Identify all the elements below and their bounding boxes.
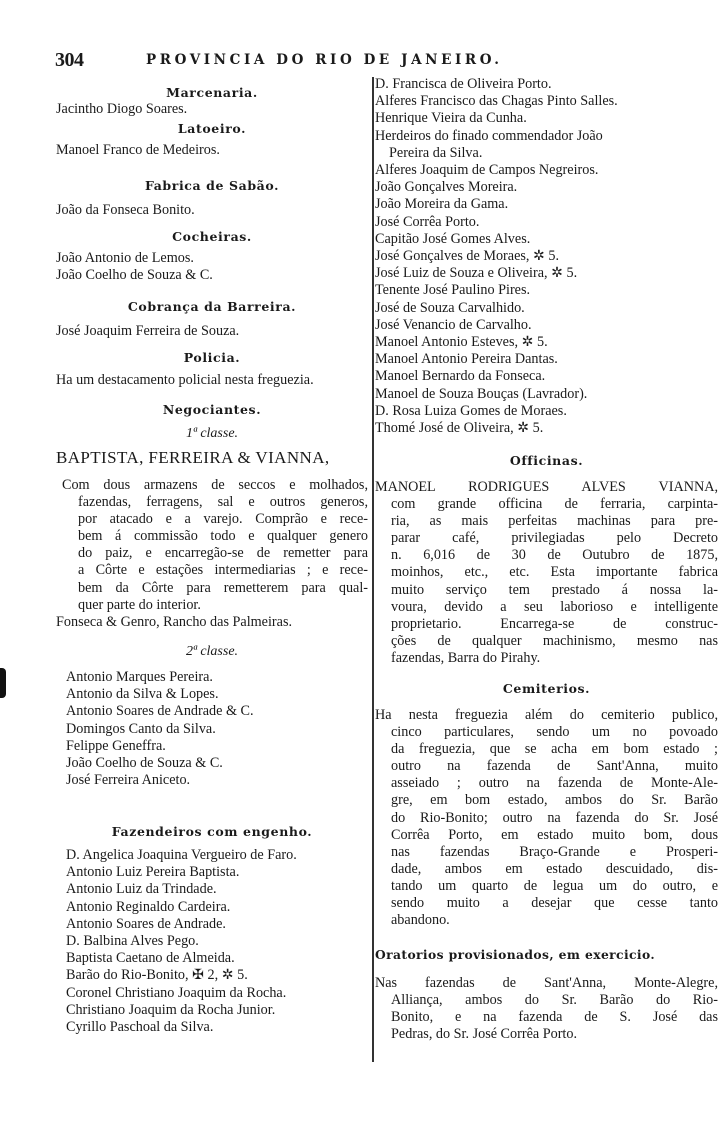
- featured-firm-description: [56, 477, 368, 614]
- list-item: D. Balbina Alves Pego.: [66, 933, 199, 950]
- section-latoeiro: [56, 120, 368, 159]
- list-item: Antonio Luiz Pereira Baptista.: [66, 864, 240, 881]
- list-item: Manoel de Souza Bouças (Lavrador).: [375, 385, 588, 402]
- text-line: proprietario. Encarrega-se de construc-: [391, 615, 718, 632]
- running-title: PROVINCIA DO RIO DE JANEIRO.: [146, 52, 503, 68]
- list-item-continuation: Pereira da Silva.: [389, 144, 483, 161]
- text-line: quer parte do interior.: [78, 596, 201, 613]
- section-heading: Marcenaria.: [166, 85, 258, 100]
- section-heading: Cemiterios.: [502, 681, 591, 696]
- list-item: João Moreira da Gama.: [375, 196, 509, 213]
- text-line: parar café, privilegiadas pelo Decreto: [391, 530, 718, 547]
- text-line: ções de qualquer machinismo, mesmo nas: [391, 632, 718, 649]
- list-item: Barão do Rio-Bonito, ✠ 2, ✲ 5.: [66, 967, 248, 984]
- list-item: Capitão José Gomes Alves.: [375, 230, 531, 247]
- fazendeiros-list: [56, 847, 368, 1036]
- list-item: Alferes Joaquim de Campos Negreiros.: [375, 162, 599, 179]
- list-item: José Joaquim Ferreira de Souza.: [56, 323, 240, 339]
- section-heading: Negociantes.: [162, 402, 262, 417]
- list-item: Antonio Reginaldo Cardeira.: [66, 898, 231, 915]
- section-fabrica-sabao: [56, 177, 368, 219]
- text-line: Nas fazendas de Sant'Anna, Monte-Alegre,: [375, 975, 718, 991]
- list-item: José Ferreira Aniceto.: [66, 772, 191, 789]
- list-item: Cyrillo Paschoal da Silva.: [66, 1019, 214, 1036]
- text-line: Bonito, e na fazenda de S. José das: [391, 1009, 718, 1026]
- list-item: Manoel Antonio Pereira Dantas.: [375, 351, 558, 368]
- officinas-text: [375, 479, 718, 667]
- list-item: Antonio Soares de Andrade & C.: [66, 703, 254, 720]
- list-item: Herdeiros do finado commendador João: [375, 127, 603, 144]
- list-item: Antonio Luiz da Trindade.: [66, 881, 217, 898]
- class-label: 1ª classe.: [185, 426, 239, 441]
- class2-list: [56, 669, 368, 789]
- text-line: ria, as mais perfeitas machinas para pre-: [391, 513, 718, 530]
- section-heading: Policia.: [183, 350, 241, 365]
- list-item: Coronel Christiano Joaquim da Rocha.: [66, 984, 287, 1001]
- text-line: dade, ambos em estado descuidado, dis-: [391, 860, 718, 877]
- section-marcenaria: [56, 84, 368, 118]
- section-fazendeiros: [56, 823, 368, 1036]
- list-item: Antonio da Silva & Lopes.: [66, 686, 219, 703]
- scan-edge-mark: [0, 668, 6, 698]
- featured-firm-name: BAPTISTA, FERREIRA & VIANNA,: [56, 448, 330, 467]
- text-line: fazendas, Barra do Pirahy.: [391, 649, 541, 666]
- section-heading: Fabrica de Sabão.: [144, 178, 280, 193]
- list-item: João da Fonseca Bonito.: [56, 202, 195, 218]
- list-item: Antonio Marques Pereira.: [66, 668, 213, 685]
- text-line: bem da Côrte para remetterem para qual-: [78, 579, 368, 596]
- list-item: João Gonçalves Moreira.: [375, 179, 518, 196]
- section-negociantes: [56, 401, 368, 789]
- text-line: abandono.: [391, 912, 450, 929]
- text-line: muito serviço tem prestado á nossa la-: [391, 581, 718, 598]
- text-line: fazendas, ferragens, sal e outros generos,: [78, 494, 368, 511]
- list-item: D. Angelica Joaquina Vergueiro de Faro.: [66, 847, 297, 863]
- list-item: Tenente José Paulino Pires.: [375, 282, 531, 299]
- text-line: moinhos, etc., etc. Esta importante fabrica: [391, 564, 718, 581]
- section-policia: [56, 349, 368, 389]
- list-item: D. Rosa Luiza Gomes de Moraes.: [375, 402, 567, 419]
- text-line: nas fazendas Braço-Grande e Prosperi-: [391, 843, 718, 860]
- list-item: Alferes Francisco das Chagas Pinto Salles.: [375, 93, 618, 110]
- section-officinas: [375, 452, 718, 667]
- text-line: bem á commissão todo e qualquer genero: [78, 528, 368, 545]
- section-heading: Cobrança da Barreira.: [127, 299, 297, 314]
- section-heading: Officinas.: [509, 453, 584, 468]
- text-line: a Côrte e estações intermediarias ; e rece-: [78, 562, 368, 579]
- section-heading: Latoeiro.: [177, 121, 247, 136]
- text-line: n. 6,016 de 30 de Outubro de 1875,: [391, 547, 718, 564]
- oratorios-text: [375, 975, 718, 1043]
- list-item: D. Francisca de Oliveira Porto.: [375, 76, 552, 92]
- text-line: sendo muito a desejar que cesse tanto: [391, 895, 718, 912]
- text-line: Corrêa Porto, em estado muito bom, dous: [391, 826, 718, 843]
- list-item: Baptista Caetano de Almeida.: [66, 950, 235, 967]
- fazendeiros-continued-list: [375, 76, 718, 437]
- column-divider: [372, 77, 374, 1062]
- text-line: Ha nesta freguezia além do cemiterio publico,: [375, 707, 718, 723]
- section-cocheiras: [56, 228, 368, 284]
- text-line: da freguezia, que se acha em bom estado ;: [391, 741, 718, 758]
- list-item: José Corrêa Porto.: [375, 213, 480, 230]
- section-cobranca: [56, 298, 368, 340]
- text-line: Com dous armazens de seccos e molhados,: [62, 477, 368, 493]
- list-item: Domingos Canto da Silva.: [66, 720, 216, 737]
- list-item: João Coelho de Souza & C.: [56, 267, 213, 284]
- text-line: Alliança, ambos do Sr. Barão do Rio-: [391, 992, 718, 1009]
- list-item: Antonio Soares de Andrade.: [66, 915, 226, 932]
- list-item: João Antonio de Lemos.: [56, 250, 194, 266]
- list-item: José de Souza Carvalhido.: [375, 299, 525, 316]
- list-item: Thomé José de Oliveira, ✲ 5.: [375, 420, 544, 437]
- section-cemiterios: [375, 680, 718, 929]
- list-item: Manoel Franco de Medeiros.: [56, 142, 220, 158]
- cemiterios-text: [375, 707, 718, 929]
- text-line: cinco particulares, sendo um no povoado: [391, 724, 718, 741]
- text-line: com grande officina de ferraria, carpinta-: [391, 496, 718, 513]
- text-line: outro na fazenda de Sant'Anna, muito: [391, 758, 718, 775]
- text-line: gre, em bom estado, ambos do Sr. Barão: [391, 792, 718, 809]
- text-line: Pedras, do Sr. José Corrêa Porto.: [391, 1026, 577, 1043]
- list-item: José Gonçalves de Moraes, ✲ 5.: [375, 248, 560, 265]
- list-item: Manoel Bernardo da Fonseca.: [375, 368, 546, 385]
- list-item: Manoel Antonio Esteves, ✲ 5.: [375, 334, 548, 351]
- list-item: Henrique Vieira da Cunha.: [375, 110, 527, 127]
- list-item: José Luiz de Souza e Oliveira, ✲ 5.: [375, 265, 578, 282]
- section-heading: Oratorios provisionados, em exercicio.: [375, 947, 656, 962]
- text-line: tando um quarto de legua um do outro, e: [391, 877, 718, 894]
- text-line: do Rio-Bonito; outro na fazenda do Sr. José: [391, 809, 718, 826]
- list-item: João Coelho de Souza & C.: [66, 754, 223, 771]
- text-line: por atacado e a varejo. Comprão e rece-: [78, 511, 368, 528]
- list-item: Felippe Geneffra.: [66, 737, 166, 754]
- text-line: do paiz, e encarregão-se de remetter para: [78, 545, 368, 562]
- text-line: asseiado ; outro na fazenda de Monte-Ale-: [391, 775, 718, 792]
- list-item: Jacintho Diogo Soares.: [56, 101, 188, 117]
- list-item: Fonseca & Genro, Rancho das Palmeiras.: [56, 613, 293, 630]
- class-label: 2ª classe.: [185, 643, 239, 659]
- list-item: Ha um destacamento policial nesta freguezia.: [56, 372, 314, 388]
- page-number: 304: [55, 49, 84, 71]
- list-item: Christiano Joaquim da Rocha Junior.: [66, 1001, 276, 1018]
- section-heading: Cocheiras.: [172, 229, 252, 244]
- list-item: José Venancio de Carvalho.: [375, 316, 532, 333]
- section-heading: Fazendeiros com engenho.: [111, 824, 313, 839]
- section-oratorios: [375, 946, 718, 1043]
- text-line: MANOEL RODRIGUES ALVES VIANNA,: [375, 479, 718, 495]
- text-line: voura, devido a seu laborioso e intelligente: [391, 598, 718, 615]
